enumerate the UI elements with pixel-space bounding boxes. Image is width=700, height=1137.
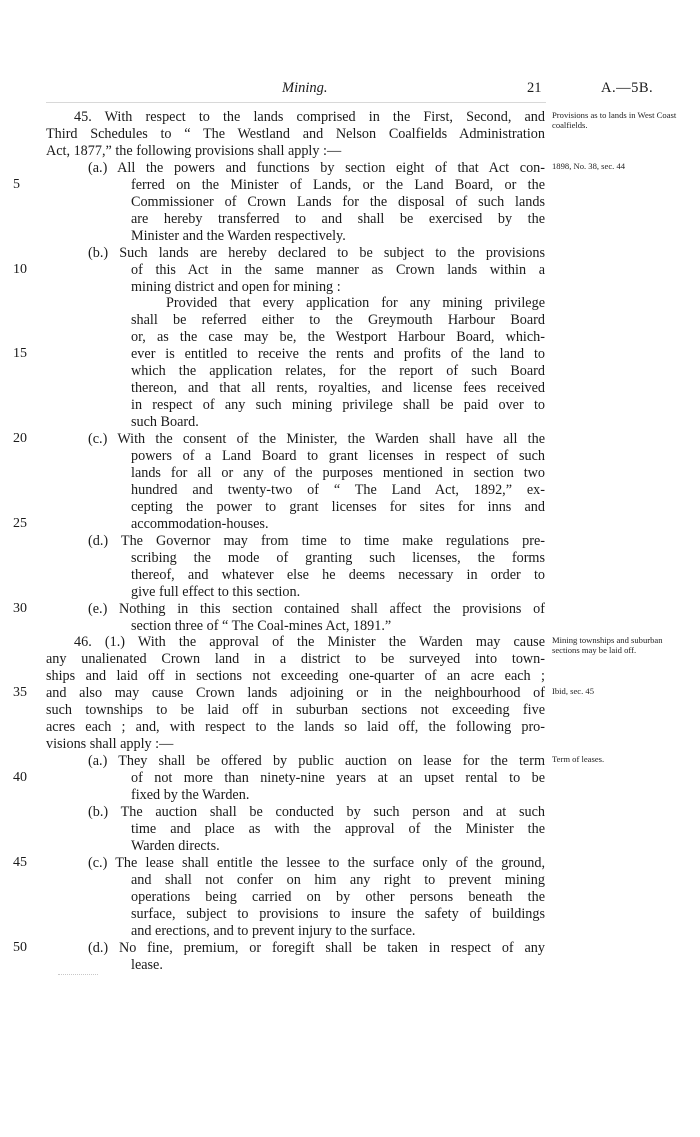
line-text: visions shall apply :— [46, 736, 174, 753]
margin-note: Term of leases. [552, 754, 605, 765]
body-line [0, 380, 700, 396]
line-text: fixed by the Warden. [131, 787, 250, 803]
body-line [0, 211, 700, 227]
header-title: Mining. [282, 80, 328, 96]
line-text: give full effect to this section. [131, 583, 301, 600]
line-text: of not more than ninety-nine years at an upset rental to be [131, 770, 545, 787]
line-text: (e.) Nothing in this section contained shall affect the provisions of [88, 600, 545, 617]
body-line [0, 279, 700, 295]
body-line [0, 295, 700, 311]
line-text: Warden directs. [131, 837, 220, 854]
body-line [0, 516, 700, 532]
body-line [0, 465, 700, 481]
line-text: 46. (1.) With the approval of the Minister the Warden may cause [74, 634, 545, 651]
line-text: thereof, and whatever else he deems necessary in order to [131, 566, 545, 583]
body-line [0, 770, 700, 786]
line-number: 5 [13, 176, 20, 192]
line-text: Third Schedules to “ The Westland and Nelson Coalfields Administration [46, 125, 545, 142]
line-text: accommodation-houses. [131, 515, 269, 532]
body-line [0, 601, 700, 617]
line-text: Commissioner of Crown Lands for the disposal of such lands [131, 193, 545, 210]
body-line [0, 177, 700, 193]
line-text: any unalienated Crown land in a district to be surveyed into town- [46, 651, 545, 668]
line-text: shall be referred either to the Greymouth Harbour Board [131, 312, 545, 329]
body-line [0, 889, 700, 905]
line-text: (b.) The auction shall be conducted by such person and at such [88, 803, 545, 820]
body-line [0, 245, 700, 261]
margin-note: Mining townships and suburban sections may be laid off. [552, 635, 663, 656]
line-text: acres each ; and, with respect to the lands so laid off, the following pro- [46, 719, 545, 736]
body-line [0, 194, 700, 210]
line-number: 40 [13, 770, 27, 786]
line-text: Act, 1877,” the following provisions shall apply :— [46, 142, 342, 159]
body-line [0, 923, 700, 939]
body-line [0, 533, 700, 549]
body-line [0, 262, 700, 278]
line-number: 20 [13, 431, 27, 447]
margin-note: 1898, No. 38, sec. 44 [552, 160, 626, 171]
body-line [0, 736, 700, 752]
line-number: 15 [13, 346, 27, 362]
line-text: (c.) The lease shall entitle the lessee to the surface only of the ground, [88, 854, 545, 871]
line-text: and shall not confer on him any right to prevent mining [131, 871, 545, 888]
body-line [0, 329, 700, 345]
header-rule [46, 102, 546, 103]
line-text: surface, subject to provisions to insure the safety of buildings [131, 905, 545, 922]
body-line [0, 346, 700, 362]
line-text: (d.) No fine, premium, or foregift shall be taken in respect of any [88, 939, 545, 956]
line-text: lands for all or any of the purposes mentioned in section two [131, 464, 545, 481]
body-line [0, 855, 700, 871]
line-text: 45. With respect to the lands comprised in the First, Second, and [74, 109, 545, 125]
line-text: of this Act in the same manner as Crown lands within a [131, 261, 545, 278]
body-line [0, 448, 700, 464]
margin-note: Ibid, sec. 45 [552, 686, 595, 697]
body-line [0, 702, 700, 718]
line-text: section three of “ The Coal-mines Act, 1891.” [131, 617, 392, 634]
line-text: which the application relates, for the report of such Board [131, 363, 545, 380]
footer-mark [58, 974, 98, 975]
line-text: scribing the mode of granting such licenses, the forms [131, 549, 545, 566]
body-line [0, 312, 700, 328]
body-line [0, 499, 700, 515]
body-line [0, 584, 700, 600]
body-line [0, 787, 700, 803]
line-text: mining district and open for mining : [131, 278, 341, 295]
body-line [0, 872, 700, 888]
line-text: (b.) Such lands are hereby declared to be subject to the provisions [88, 244, 545, 261]
line-text: Provided that every application for any mining privilege [166, 295, 545, 312]
line-number: 50 [13, 939, 27, 955]
line-text: or, as the case may be, the Westport Harbour Board, which- [131, 329, 545, 346]
line-text: operations being carried on by other persons beneath the [131, 888, 545, 905]
body-line [0, 431, 700, 447]
body-line [0, 550, 700, 566]
body-line [0, 228, 700, 244]
line-text: time and place as with the approval of the Minister the [131, 820, 545, 837]
line-text: cepting the power to grant licenses for sites for inns and [131, 498, 545, 515]
line-text: (a.) They shall be offered by public auction on lease for the term [88, 753, 545, 770]
document-reference: A.—5B. [601, 80, 654, 96]
line-text: are hereby transferred to and shall be exercised by the [131, 210, 545, 227]
line-text: (d.) The Governor may from time to time make regulations pre- [88, 532, 545, 549]
body-line [0, 940, 700, 956]
page-number: 21 [527, 80, 542, 96]
line-text: and erections, and to prevent injury to the surface. [131, 922, 416, 939]
body-line [0, 838, 700, 854]
line-number: 35 [13, 685, 27, 701]
body-line [0, 567, 700, 583]
body-line [0, 804, 700, 820]
line-text: ever is entitled to receive the rents and profits of the land to [131, 346, 545, 363]
line-text: such Board. [131, 414, 199, 431]
line-text: ferred on the Minister of Lands, or the Land Board, or the [131, 176, 545, 193]
line-text: thereon, and that all rents, royalties, and license fees received [131, 380, 545, 397]
body-line [0, 618, 700, 634]
line-number: 10 [13, 261, 27, 277]
body-line [0, 363, 700, 379]
body-line [0, 821, 700, 837]
line-text: (c.) With the consent of the Minister, the Warden shall have all the [88, 431, 545, 448]
line-text: in respect of any such mining privilege shall be paid over to [131, 397, 545, 414]
body-line [0, 719, 700, 735]
line-text: such townships to be laid off in suburban sections not exceeding five [46, 702, 545, 719]
line-text: lease. [131, 956, 163, 973]
line-text: Minister and the Warden respectively. [131, 227, 346, 244]
body-line [0, 668, 700, 684]
line-number: 25 [13, 515, 27, 531]
body-line [0, 414, 700, 430]
line-text: ships and laid off in sections not exceeding one-quarter of an acre each ; [46, 668, 545, 685]
line-text: (a.) All the powers and functions by section eight of that Act con- [88, 159, 545, 176]
line-text: powers of a Land Board to grant licenses in respect of such [131, 448, 545, 464]
body-line [0, 482, 700, 498]
body-line [0, 397, 700, 413]
body-line [0, 957, 700, 973]
line-number: 30 [13, 600, 27, 616]
line-text: and also may cause Crown lands adjoining or in the neighbourhood of [46, 685, 545, 702]
running-header [0, 80, 700, 102]
body-line [0, 906, 700, 922]
margin-note: Provisions as to lands in West Coast coalfields. [552, 110, 677, 130]
line-number: 45 [13, 854, 27, 870]
line-text: hundred and twenty-two of “ The Land Act, 1892,” ex- [131, 481, 545, 498]
body-line [0, 143, 700, 159]
